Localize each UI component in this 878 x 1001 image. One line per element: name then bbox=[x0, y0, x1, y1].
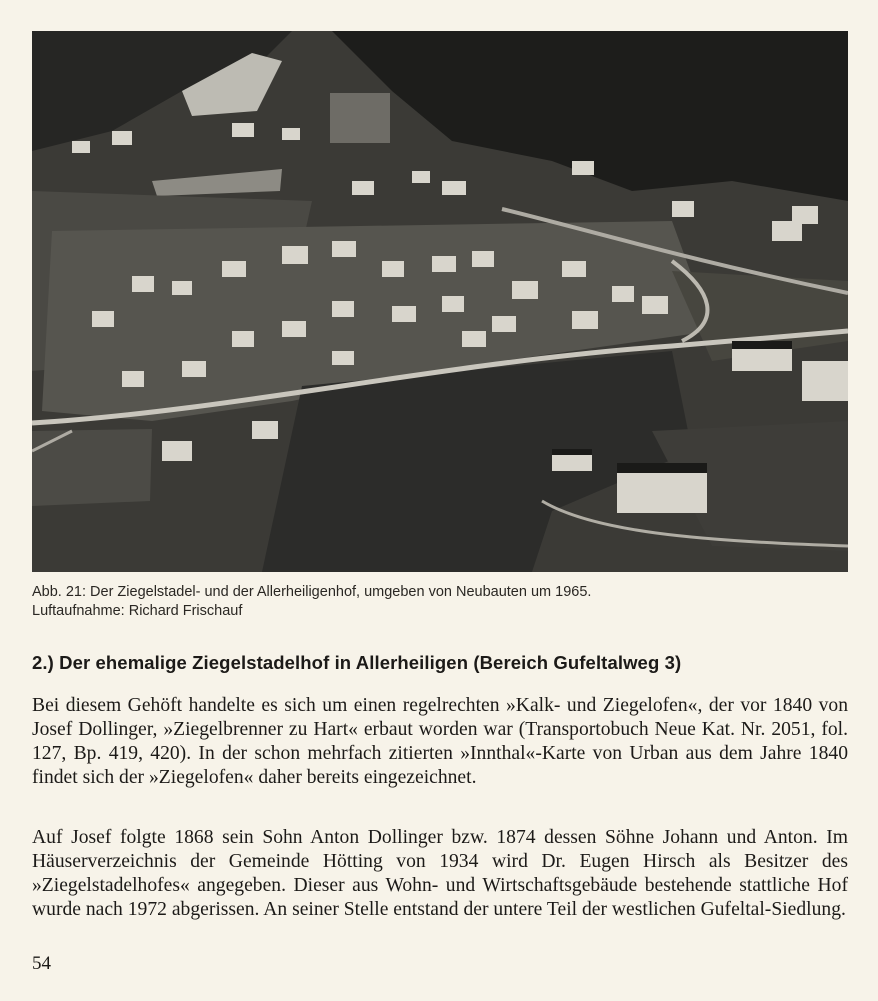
page-number: 54 bbox=[32, 953, 51, 974]
section-heading: 2.) Der ehemalige Ziegelstadelhof in Allerheiligen (Bereich Gufeltalweg 3) bbox=[32, 652, 682, 673]
caption-line: Abb. 21: Der Ziegelstadel- und der Allerheiligenhof, umgeben von Neubauten um 1965. bbox=[32, 584, 592, 600]
figure-caption bbox=[32, 583, 848, 621]
caption-credit: Luftaufnahme: Richard Frischauf bbox=[32, 603, 243, 619]
body-paragraph-2: Auf Josef folgte 1868 sein Sohn Anton Dollinger bzw. 1874 dessen Söhne Johann und Anton. Im Häuserverzeichnis der Gemeinde Hötting von 1934 wird Dr. Eugen Hirsch als Besitzer des »Ziegelstadelhofes« angegeben. Dieser aus Wohn- und Wirtschaftsgebäude bestehende stattliche Hof wurde nach 1972 abgerissen. An seiner Stelle entstand der untere Teil der westlichen Gufeltal-Siedlung. bbox=[32, 827, 848, 920]
body-paragraph-1: Bei diesem Gehöft handelte es sich um einen regelrechten »Kalk- und Ziegelofen«, der vor 1840 von Josef Dollinger, »Ziegelbrenner zu Hart« erbaut worden war (Transportobuch Neue Kat. Nr. 2051, fol. 127, Bp. 419, 420). In der schon mehrfach zitierten »Innthal«-Karte von Urban aus dem Jahre 1840 findet sich der »Ziegelofen« daher bereits eingezeichnet. bbox=[32, 695, 848, 788]
aerial-photograph bbox=[32, 31, 848, 572]
